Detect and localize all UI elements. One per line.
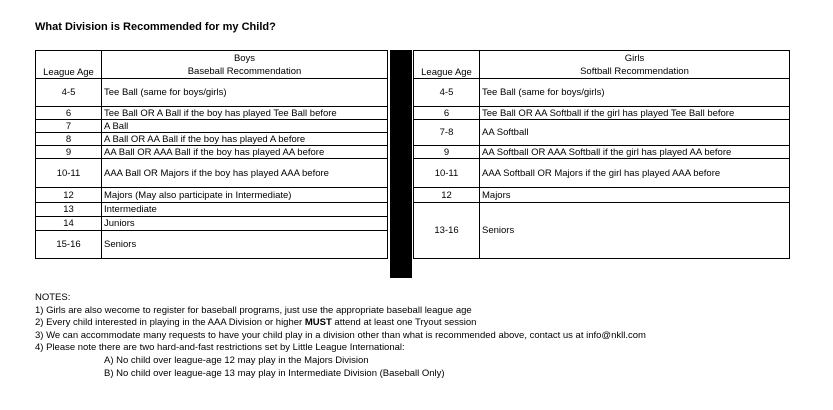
- league-age: 9: [414, 146, 480, 159]
- table-row: [414, 146, 790, 159]
- table-row: [36, 120, 388, 133]
- recommendation: Seniors: [480, 203, 790, 259]
- boys-rec-header: Baseball Recommendation: [102, 66, 388, 79]
- recommendation: Majors: [480, 188, 790, 203]
- league-age: 13: [36, 203, 102, 217]
- recommendation: Tee Ball OR A Ball if the boy has played Tee Ball before: [102, 107, 388, 120]
- girls-age-header: League Age: [414, 66, 480, 79]
- recommendation: AAA Softball OR Majors if the girl has played AAA before: [480, 159, 790, 188]
- table-row: [36, 133, 388, 146]
- league-age: 10-11: [36, 159, 102, 188]
- recommendation: A Ball OR AA Ball if the boy has played A before: [102, 133, 388, 146]
- girls-table: [413, 50, 790, 259]
- league-age: 4-5: [36, 79, 102, 107]
- league-age: 14: [36, 217, 102, 231]
- note-sub-item: A) No child over league-age 12 may play in the Majors Division: [104, 354, 369, 366]
- notes-section: [35, 292, 646, 380]
- recommendation: AA Softball OR AAA Softball if the girl has played AA before: [480, 146, 790, 159]
- table-row: [36, 231, 388, 259]
- league-age: 12: [414, 188, 480, 203]
- table-row: [414, 188, 790, 203]
- note-item: 1) Girls are also wecome to register for baseball programs, just use the appropriate baseball league age: [35, 304, 472, 316]
- recommendation: A Ball: [102, 120, 388, 133]
- table-row: [414, 120, 790, 146]
- recommendation: AA Ball OR AAA Ball if the boy has played AA before: [102, 146, 388, 159]
- recommendation: Juniors: [102, 217, 388, 231]
- league-age: 13-16: [414, 203, 480, 259]
- table-row: [36, 107, 388, 120]
- table-row: [36, 159, 388, 188]
- boys-heading: Boys: [102, 51, 388, 66]
- note-item-text: 2) Every child interested in playing in the AAA Division or higher: [35, 317, 303, 329]
- league-age: 7: [36, 120, 102, 133]
- note-item: 3) We can accommodate many requests to have your child play in a division other than what is recommended above, contact us at info@nkll.com: [35, 329, 646, 341]
- page-title: What Division is Recommended for my Child?: [35, 21, 276, 33]
- note-item: [35, 317, 646, 330]
- league-age: 8: [36, 133, 102, 146]
- league-age: 12: [36, 188, 102, 203]
- league-age: 6: [414, 107, 480, 120]
- note-item: 4) Please note there are two hard-and-fast restrictions set by Little League International:: [35, 342, 405, 354]
- recommendation: Tee Ball (same for boys/girls): [480, 79, 790, 107]
- table-row: [36, 188, 388, 203]
- league-age: 15-16: [36, 231, 102, 259]
- league-age: 10-11: [414, 159, 480, 188]
- girls-rec-header: Softball Recommendation: [480, 66, 790, 79]
- table-row: [414, 79, 790, 107]
- notes-heading: NOTES:: [35, 292, 71, 303]
- recommendation: AA Softball: [480, 120, 790, 146]
- recommendation: Intermediate: [102, 203, 388, 217]
- recommendation: Tee Ball OR AA Softball if the girl has played Tee Ball before: [480, 107, 790, 120]
- table-row: [414, 203, 790, 259]
- table-row: [36, 217, 388, 231]
- table-row: [36, 79, 388, 107]
- table-row: [36, 146, 388, 159]
- table-divider: [390, 50, 412, 278]
- boys-table: [35, 50, 388, 259]
- recommendation: AAA Ball OR Majors if the boy has played AAA before: [102, 159, 388, 188]
- boys-age-header: League Age: [36, 66, 102, 79]
- recommendation: Seniors: [102, 231, 388, 259]
- league-age: 4-5: [414, 79, 480, 107]
- recommendation: Tee Ball (same for boys/girls): [102, 79, 388, 107]
- table-row: [414, 159, 790, 188]
- note-item-text: attend at least one Tryout session: [334, 317, 477, 329]
- note-emphasis: MUST: [304, 317, 332, 329]
- table-row: [414, 107, 790, 120]
- league-age: 7-8: [414, 120, 480, 146]
- recommendation: Majors (May also participate in Intermediate): [102, 188, 388, 203]
- girls-heading: Girls: [480, 51, 790, 66]
- note-sub-item: B) No child over league-age 13 may play in Intermediate Division (Baseball Only): [104, 367, 445, 379]
- league-age: 6: [36, 107, 102, 120]
- league-age: 9: [36, 146, 102, 159]
- table-row: [36, 203, 388, 217]
